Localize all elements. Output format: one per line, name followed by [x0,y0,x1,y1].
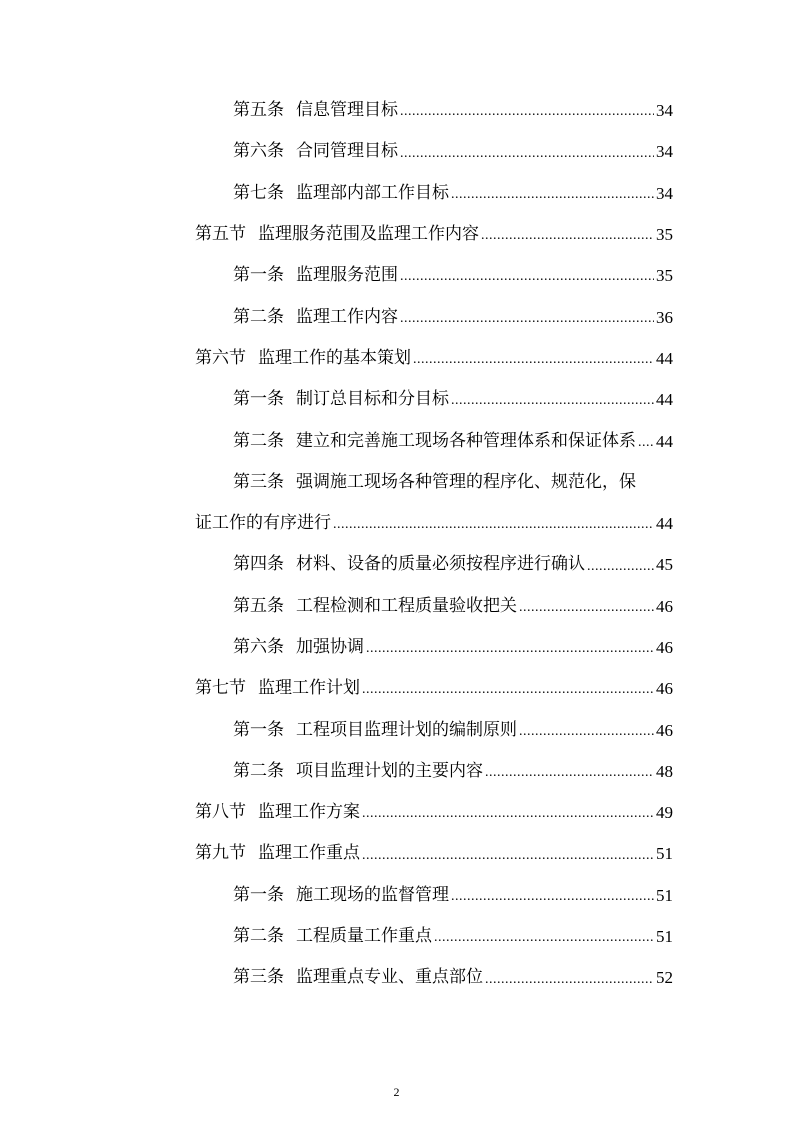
toc-entry-page: 51 [656,885,673,905]
toc-entry[interactable] [0,503,673,544]
toc-entry-page: 51 [656,927,673,947]
toc-entry-number: 第二条 [233,926,284,947]
toc-entry-title: 材料、设备的质量必须按程序进行确认 [296,554,585,575]
toc-entry-page: 34 [656,183,673,203]
toc-entry-title: 监理部内部工作目标 [296,182,449,203]
toc-entry-title: 加强协调 [296,637,364,657]
toc-entry-page: 44 [656,390,673,410]
toc-entry[interactable] [0,792,673,833]
toc-entry-leader-dots [366,642,654,668]
toc-entry-title: 建立和完善施工现场各种管理体系和保证体系 [296,430,636,451]
toc-entry-page: 52 [656,968,673,988]
table-of-contents [0,90,793,999]
toc-entry-page: 48 [656,761,673,781]
toc-entry-page: 34 [656,101,673,121]
toc-entry-number: 第七节 [195,678,246,699]
toc-entry-page: 46 [656,679,673,699]
toc-entry-number: 第四条 [233,554,284,575]
toc-entry-page: 46 [656,638,673,657]
toc-entry-leader-dots [481,229,654,255]
toc-entry-leader-dots [638,436,654,462]
toc-entry-number: 第二条 [233,760,284,781]
toc-entry-number: 第五节 [195,224,246,245]
toc-entry-number: 第三条 [233,471,284,492]
toc-entry-number: 第九节 [195,843,246,864]
toc-entry-number: 第一条 [233,389,284,410]
toc-entry-number: 第二条 [233,306,284,327]
toc-entry-leader-dots [451,394,654,420]
toc-entry[interactable] [0,90,673,131]
toc-entry-title: 合同管理目标 [296,141,398,162]
toc-entry-title: 监理服务范围 [296,265,398,286]
toc-entry-title: 证工作的有序进行 [195,513,331,534]
toc-entry-leader-dots [362,849,654,875]
toc-entry[interactable] [0,420,673,461]
toc-entry-title: 制订总目标和分目标 [296,389,449,410]
toc-entry[interactable] [0,173,673,214]
toc-entry[interactable] [0,875,673,916]
toc-entry-leader-dots [400,105,654,131]
toc-entry[interactable] [0,709,673,750]
toc-entry-number: 第五条 [233,595,284,616]
toc-entry-number: 第一条 [233,265,284,286]
toc-entry-title: 监理工作计划 [258,678,360,699]
toc-entry-title: 工程检测和工程质量验收把关 [296,595,517,616]
toc-entry-leader-dots [587,560,654,586]
toc-entry-number: 第三条 [233,967,284,988]
toc-entry[interactable] [0,833,673,874]
toc-entry-title: 项目监理计划的主要内容 [296,760,483,781]
toc-entry-page: 35 [656,266,673,286]
toc-entry[interactable] [0,255,673,296]
toc-entry[interactable] [0,957,673,998]
toc-entry[interactable] [0,338,673,379]
toc-entry-title: 工程项目监理计划的编制原则 [296,719,517,740]
toc-entry-page: 34 [656,142,673,162]
toc-entry[interactable] [0,379,673,420]
toc-entry-leader-dots [519,725,654,751]
toc-entry-page: 46 [656,720,673,740]
toc-entry-leader-dots [362,807,654,833]
toc-entry-leader-dots [333,518,654,544]
toc-entry[interactable] [0,916,673,957]
toc-entry-number: 第六条 [233,637,284,657]
toc-entry[interactable] [0,627,673,668]
toc-entry[interactable] [0,544,673,585]
toc-entry-leader-dots [519,601,654,627]
toc-entry-leader-dots [362,683,654,709]
toc-entry[interactable] [0,214,673,255]
toc-entry-title: 监理重点专业、重点部位 [296,967,483,988]
toc-entry-page: 44 [656,348,673,368]
toc-entry[interactable] [0,462,673,503]
toc-entry-page: 44 [656,431,673,451]
toc-entry-title: 监理工作内容 [296,306,398,327]
toc-entry-number: 第七条 [233,182,284,203]
toc-entry-page: 46 [656,596,673,616]
toc-entry-page: 36 [656,307,673,327]
toc-entry-title: 监理工作重点 [258,843,360,864]
toc-entry-number: 第六条 [233,141,284,162]
toc-entry-page: 45 [656,555,673,575]
toc-entry-leader-dots [451,188,654,214]
toc-entry-number: 第六节 [195,347,246,368]
toc-entry-number: 第八节 [195,802,246,823]
toc-entry[interactable] [0,751,673,792]
toc-entry-title: 监理工作方案 [258,802,360,823]
toc-entry-title: 监理工作的基本策划 [258,347,411,368]
toc-entry[interactable] [0,296,673,337]
toc-entry-title: 施工现场的监督管理 [296,884,449,905]
toc-entry[interactable] [0,668,673,709]
toc-entry-page: 51 [656,844,673,864]
toc-entry[interactable] [0,131,673,172]
toc-entry-title: 强调施工现场各种管理的程序化、规范化，保 [296,471,636,492]
toc-entry-leader-dots [434,931,654,957]
toc-entry-leader-dots [400,147,654,173]
toc-entry-page: 44 [656,514,673,534]
toc-entry-leader-dots [413,353,654,379]
toc-entry-number: 第一条 [233,719,284,740]
toc-entry-page: 49 [656,803,673,823]
page-number: 2 [393,1085,400,1099]
toc-entry-title: 信息管理目标 [296,100,398,121]
toc-entry-leader-dots [451,890,654,916]
toc-entry-number: 第二条 [233,430,284,451]
toc-entry-leader-dots [485,973,654,999]
toc-entry-title: 工程质量工作重点 [296,926,432,947]
toc-entry[interactable] [0,586,673,627]
toc-entry-leader-dots [485,766,654,792]
toc-entry-leader-dots [400,312,654,338]
toc-entry-number: 第五条 [233,100,284,121]
toc-entry-title: 监理服务范围及监理工作内容 [258,224,479,245]
toc-entry-leader-dots [400,270,654,296]
toc-entry-number: 第一条 [233,884,284,905]
toc-entry-page: 35 [656,225,673,245]
